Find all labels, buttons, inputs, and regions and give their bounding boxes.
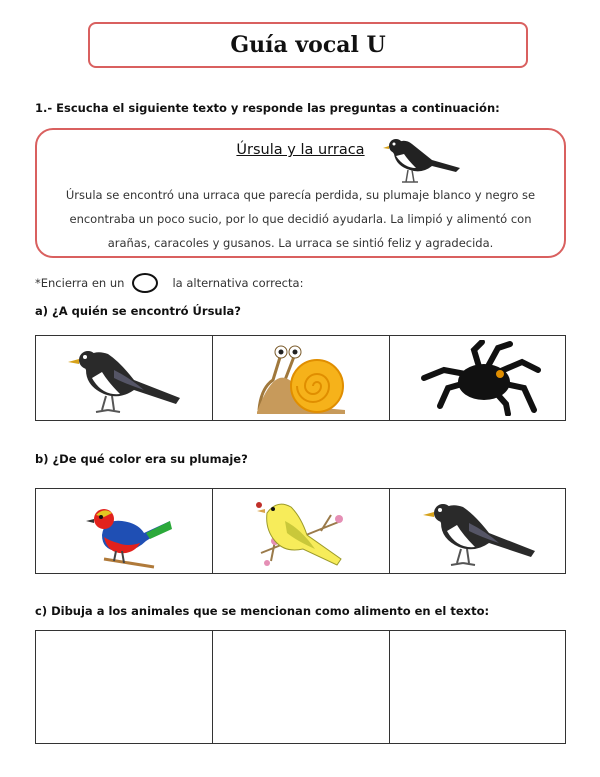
- magpie-icon: [64, 340, 184, 416]
- story-title: Úrsula y la urraca: [236, 142, 365, 158]
- page-title: Guía vocal U: [230, 32, 386, 58]
- options-grid-b: [35, 488, 566, 574]
- option-b-yellow-canary[interactable]: [213, 489, 390, 573]
- story-text: Úrsula se encontró una urraca que parecía perdida, su plumaje blanco y negro se encontraba un poco sucio, por lo que decidió ayudarla. La limpió y alimentó con arañas, caracoles y gusanos. La urraca se sintió feliz y agradecida.: [65, 188, 536, 250]
- circle-instruction-before: *Encierra en un: [35, 276, 125, 290]
- question-a: a) ¿A quién se encontró Úrsula?: [35, 304, 241, 318]
- colorful-bird-icon: [74, 493, 174, 569]
- circle-instruction: [35, 273, 303, 293]
- drawing-box-2[interactable]: [213, 631, 390, 743]
- option-a-snail[interactable]: [213, 336, 390, 420]
- drawing-box-1[interactable]: [36, 631, 213, 743]
- drawing-grid: [35, 630, 566, 744]
- title-box: [88, 22, 528, 68]
- question-c: c) Dibuja a los animales que se mencionan como alimento en el texto:: [35, 604, 490, 618]
- option-b-colorful-bird[interactable]: [36, 489, 213, 573]
- magpie-icon: [419, 493, 539, 569]
- canary-icon: [241, 491, 361, 571]
- question-b: b) ¿De qué color era su plumaje?: [35, 452, 248, 466]
- options-grid-a: [35, 335, 566, 421]
- magpie-icon: [382, 134, 462, 186]
- circle-instruction-after: la alternativa correcta:: [172, 276, 304, 290]
- story-box: [35, 128, 566, 258]
- circle-icon: [132, 273, 158, 293]
- option-b-magpie[interactable]: [390, 489, 567, 573]
- snail-icon: [251, 340, 351, 416]
- drawing-box-3[interactable]: [390, 631, 567, 743]
- spider-icon: [414, 340, 544, 416]
- option-a-magpie[interactable]: [36, 336, 213, 420]
- instruction-text: 1.- Escucha el siguiente texto y responde las preguntas a continuación:: [35, 101, 500, 115]
- option-a-spider[interactable]: [390, 336, 567, 420]
